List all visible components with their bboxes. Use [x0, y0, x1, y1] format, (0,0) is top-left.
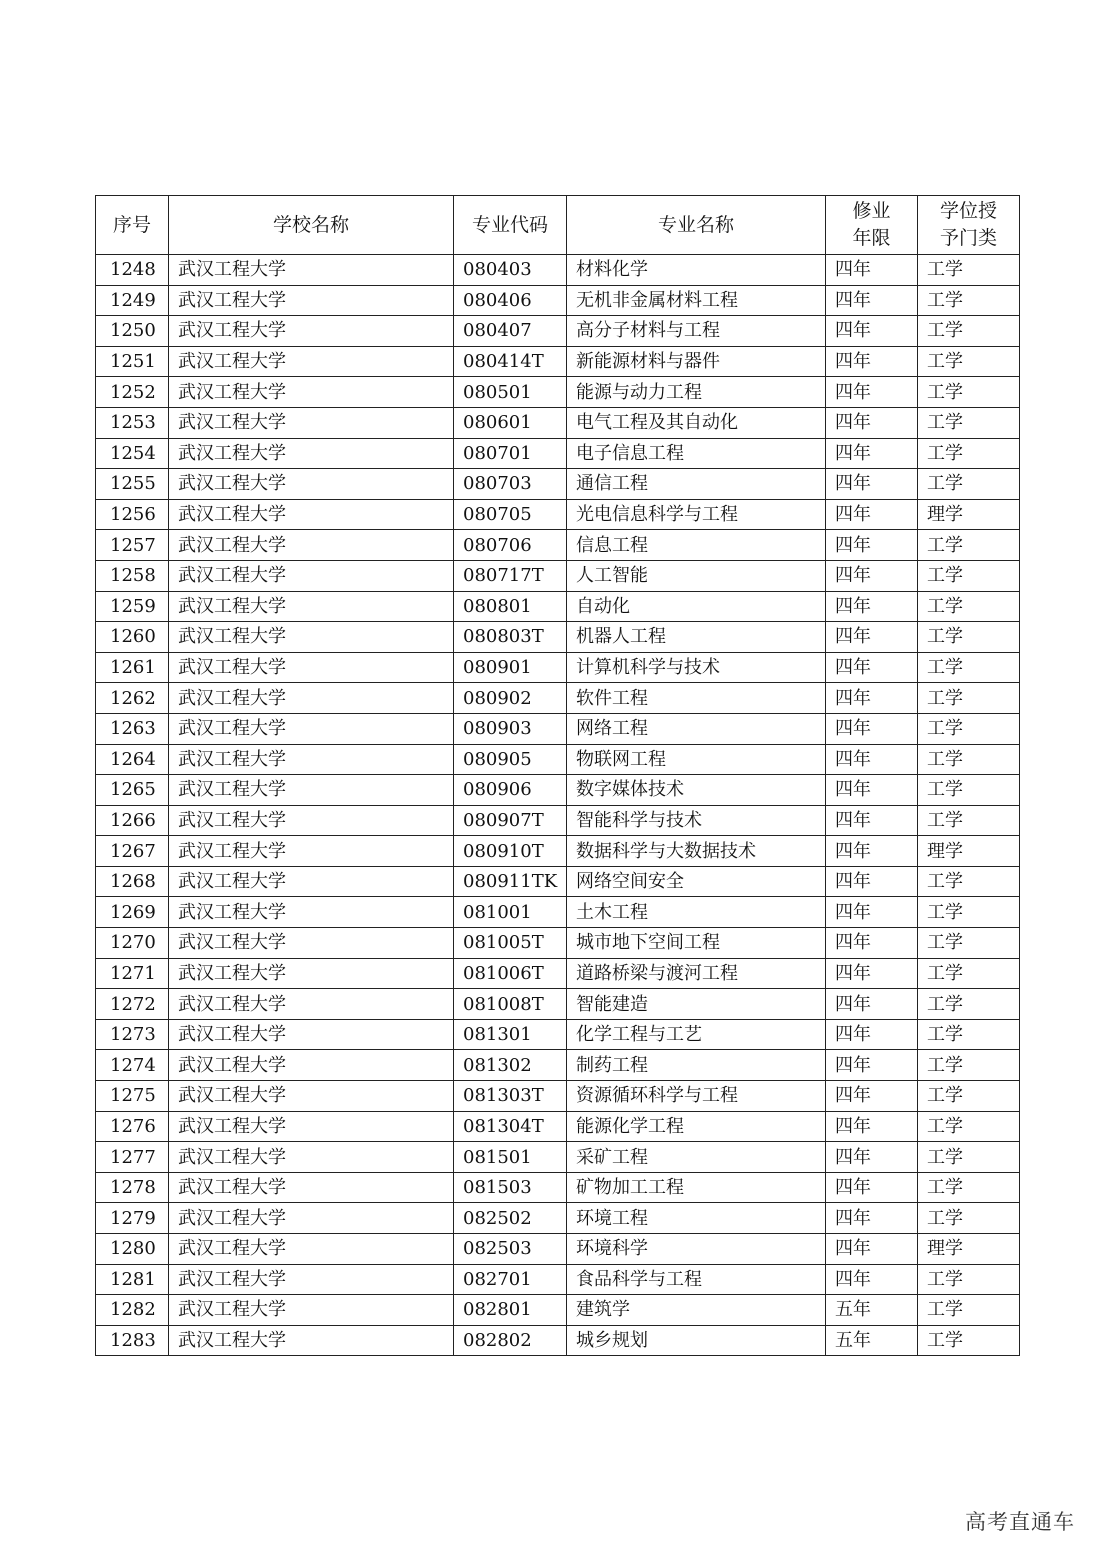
cell-years: 四年: [826, 1111, 918, 1142]
cell-seq: 1260: [96, 622, 169, 653]
cell-school: 武汉工程大学: [169, 530, 454, 561]
cell-degree: 工学: [918, 775, 1020, 806]
cell-school: 武汉工程大学: [169, 1019, 454, 1050]
cell-seq: 1278: [96, 1172, 169, 1203]
cell-years: 四年: [826, 1050, 918, 1081]
cell-major: 网络工程: [567, 713, 826, 744]
cell-degree: 工学: [918, 866, 1020, 897]
cell-seq: 1273: [96, 1019, 169, 1050]
table-row: [96, 1295, 1020, 1326]
watermark-text: 高考直通车: [965, 1510, 1075, 1534]
cell-seq: 1269: [96, 897, 169, 928]
cell-years: 五年: [826, 1325, 918, 1356]
cell-code: 080406: [454, 285, 567, 316]
table-row: [96, 469, 1020, 500]
cell-seq: 1266: [96, 805, 169, 836]
cell-code: 082503: [454, 1234, 567, 1265]
table-row: [96, 438, 1020, 469]
cell-years: 四年: [826, 530, 918, 561]
cell-code: 081503: [454, 1172, 567, 1203]
cell-degree: 工学: [918, 928, 1020, 959]
cell-major: 材料化学: [567, 255, 826, 286]
table-row: [96, 989, 1020, 1020]
cell-school: 武汉工程大学: [169, 469, 454, 500]
cell-school: 武汉工程大学: [169, 1203, 454, 1234]
cell-major: 城乡规划: [567, 1325, 826, 1356]
cell-major: 网络空间安全: [567, 866, 826, 897]
header-code: 专业代码: [454, 196, 567, 255]
cell-school: 武汉工程大学: [169, 897, 454, 928]
cell-school: 武汉工程大学: [169, 744, 454, 775]
table-row: [96, 1172, 1020, 1203]
cell-degree: 工学: [918, 744, 1020, 775]
cell-degree: 工学: [918, 560, 1020, 591]
cell-school: 武汉工程大学: [169, 958, 454, 989]
cell-seq: 1281: [96, 1264, 169, 1295]
cell-years: 四年: [826, 836, 918, 867]
cell-code: 082801: [454, 1295, 567, 1326]
cell-seq: 1274: [96, 1050, 169, 1081]
cell-major: 能源化学工程: [567, 1111, 826, 1142]
cell-degree: 工学: [918, 469, 1020, 500]
cell-years: 五年: [826, 1295, 918, 1326]
cell-major: 道路桥梁与渡河工程: [567, 958, 826, 989]
cell-seq: 1282: [96, 1295, 169, 1326]
cell-school: 武汉工程大学: [169, 1050, 454, 1081]
cell-code: 080902: [454, 683, 567, 714]
cell-major: 数据科学与大数据技术: [567, 836, 826, 867]
cell-degree: 工学: [918, 1111, 1020, 1142]
cell-school: 武汉工程大学: [169, 1081, 454, 1112]
cell-seq: 1261: [96, 652, 169, 683]
cell-major: 城市地下空间工程: [567, 928, 826, 959]
cell-seq: 1283: [96, 1325, 169, 1356]
cell-school: 武汉工程大学: [169, 1295, 454, 1326]
cell-degree: 工学: [918, 407, 1020, 438]
cell-seq: 1258: [96, 560, 169, 591]
cell-degree: 工学: [918, 683, 1020, 714]
header-seq: 序号: [96, 196, 169, 255]
cell-degree: 理学: [918, 499, 1020, 530]
cell-major: 矿物加工工程: [567, 1172, 826, 1203]
cell-school: 武汉工程大学: [169, 255, 454, 286]
cell-code: 080911TK: [454, 866, 567, 897]
table-row: [96, 1081, 1020, 1112]
table-row: [96, 316, 1020, 347]
cell-code: 080801: [454, 591, 567, 622]
cell-major: 智能建造: [567, 989, 826, 1020]
cell-code: 082502: [454, 1203, 567, 1234]
cell-school: 武汉工程大学: [169, 1111, 454, 1142]
table-row: [96, 377, 1020, 408]
cell-major: 能源与动力工程: [567, 377, 826, 408]
table-row: [96, 560, 1020, 591]
table-header-row: [96, 196, 1020, 255]
cell-seq: 1272: [96, 989, 169, 1020]
table-row: [96, 928, 1020, 959]
table-row: [96, 1111, 1020, 1142]
cell-major: 食品科学与工程: [567, 1264, 826, 1295]
cell-years: 四年: [826, 255, 918, 286]
table-row: [96, 255, 1020, 286]
header-years: [826, 196, 918, 255]
cell-degree: 工学: [918, 1142, 1020, 1173]
cell-years: 四年: [826, 469, 918, 500]
table-row: [96, 285, 1020, 316]
cell-school: 武汉工程大学: [169, 1325, 454, 1356]
cell-years: 四年: [826, 1019, 918, 1050]
header-degree-line2: 予门类: [939, 227, 997, 249]
cell-school: 武汉工程大学: [169, 1264, 454, 1295]
cell-years: 四年: [826, 652, 918, 683]
cell-school: 武汉工程大学: [169, 591, 454, 622]
majors-table: [95, 195, 1020, 1356]
table-row: [96, 1050, 1020, 1081]
cell-seq: 1259: [96, 591, 169, 622]
cell-degree: 工学: [918, 1081, 1020, 1112]
cell-major: 数字媒体技术: [567, 775, 826, 806]
cell-school: 武汉工程大学: [169, 622, 454, 653]
cell-code: 081001: [454, 897, 567, 928]
cell-years: 四年: [826, 438, 918, 469]
cell-years: 四年: [826, 989, 918, 1020]
cell-major: 机器人工程: [567, 622, 826, 653]
cell-school: 武汉工程大学: [169, 805, 454, 836]
cell-code: 081302: [454, 1050, 567, 1081]
table-row: [96, 1264, 1020, 1295]
cell-degree: 理学: [918, 1234, 1020, 1265]
cell-code: 080601: [454, 407, 567, 438]
cell-code: 081006T: [454, 958, 567, 989]
cell-code: 080407: [454, 316, 567, 347]
cell-years: 四年: [826, 285, 918, 316]
cell-years: 四年: [826, 897, 918, 928]
cell-degree: 工学: [918, 438, 1020, 469]
header-major: 专业名称: [567, 196, 826, 255]
cell-major: 环境工程: [567, 1203, 826, 1234]
cell-years: 四年: [826, 591, 918, 622]
cell-school: 武汉工程大学: [169, 713, 454, 744]
table-row: [96, 866, 1020, 897]
cell-years: 四年: [826, 316, 918, 347]
cell-seq: 1276: [96, 1111, 169, 1142]
cell-code: 081005T: [454, 928, 567, 959]
cell-degree: 理学: [918, 836, 1020, 867]
cell-seq: 1265: [96, 775, 169, 806]
cell-degree: 工学: [918, 255, 1020, 286]
cell-major: 智能科学与技术: [567, 805, 826, 836]
cell-code: 080907T: [454, 805, 567, 836]
cell-school: 武汉工程大学: [169, 438, 454, 469]
cell-school: 武汉工程大学: [169, 1172, 454, 1203]
cell-seq: 1249: [96, 285, 169, 316]
cell-school: 武汉工程大学: [169, 316, 454, 347]
header-degree: [918, 196, 1020, 255]
cell-degree: 工学: [918, 285, 1020, 316]
cell-school: 武汉工程大学: [169, 836, 454, 867]
cell-code: 080901: [454, 652, 567, 683]
cell-code: 080803T: [454, 622, 567, 653]
cell-code: 080910T: [454, 836, 567, 867]
cell-school: 武汉工程大学: [169, 560, 454, 591]
cell-seq: 1263: [96, 713, 169, 744]
cell-code: 080905: [454, 744, 567, 775]
cell-degree: 工学: [918, 1203, 1020, 1234]
cell-degree: 工学: [918, 713, 1020, 744]
cell-school: 武汉工程大学: [169, 683, 454, 714]
table-row: [96, 1019, 1020, 1050]
cell-degree: 工学: [918, 1172, 1020, 1203]
cell-seq: 1248: [96, 255, 169, 286]
cell-code: 080501: [454, 377, 567, 408]
cell-seq: 1279: [96, 1203, 169, 1234]
cell-seq: 1252: [96, 377, 169, 408]
cell-seq: 1264: [96, 744, 169, 775]
cell-major: 计算机科学与技术: [567, 652, 826, 683]
cell-degree: 工学: [918, 1019, 1020, 1050]
table-row: [96, 346, 1020, 377]
cell-degree: 工学: [918, 316, 1020, 347]
majors-table-container: [95, 195, 1019, 1356]
cell-major: 建筑学: [567, 1295, 826, 1326]
cell-seq: 1275: [96, 1081, 169, 1112]
cell-degree: 工学: [918, 377, 1020, 408]
cell-major: 制药工程: [567, 1050, 826, 1081]
cell-school: 武汉工程大学: [169, 652, 454, 683]
cell-seq: 1280: [96, 1234, 169, 1265]
cell-code: 080414T: [454, 346, 567, 377]
cell-major: 通信工程: [567, 469, 826, 500]
cell-code: 080906: [454, 775, 567, 806]
cell-school: 武汉工程大学: [169, 775, 454, 806]
cell-seq: 1267: [96, 836, 169, 867]
cell-major: 软件工程: [567, 683, 826, 714]
cell-major: 采矿工程: [567, 1142, 826, 1173]
cell-code: 080705: [454, 499, 567, 530]
cell-seq: 1270: [96, 928, 169, 959]
cell-years: 四年: [826, 499, 918, 530]
cell-major: 人工智能: [567, 560, 826, 591]
cell-degree: 工学: [918, 622, 1020, 653]
cell-major: 信息工程: [567, 530, 826, 561]
cell-school: 武汉工程大学: [169, 285, 454, 316]
table-row: [96, 683, 1020, 714]
header-school: 学校名称: [169, 196, 454, 255]
cell-years: 四年: [826, 346, 918, 377]
cell-years: 四年: [826, 866, 918, 897]
cell-degree: 工学: [918, 530, 1020, 561]
cell-years: 四年: [826, 744, 918, 775]
cell-school: 武汉工程大学: [169, 407, 454, 438]
cell-years: 四年: [826, 683, 918, 714]
cell-code: 081501: [454, 1142, 567, 1173]
table-row: [96, 836, 1020, 867]
cell-major: 高分子材料与工程: [567, 316, 826, 347]
cell-years: 四年: [826, 1264, 918, 1295]
cell-major: 自动化: [567, 591, 826, 622]
cell-years: 四年: [826, 805, 918, 836]
cell-major: 新能源材料与器件: [567, 346, 826, 377]
cell-seq: 1254: [96, 438, 169, 469]
cell-years: 四年: [826, 1172, 918, 1203]
cell-years: 四年: [826, 1142, 918, 1173]
cell-seq: 1271: [96, 958, 169, 989]
table-row: [96, 1325, 1020, 1356]
cell-degree: 工学: [918, 989, 1020, 1020]
cell-major: 物联网工程: [567, 744, 826, 775]
cell-years: 四年: [826, 775, 918, 806]
cell-code: 080717T: [454, 560, 567, 591]
cell-degree: 工学: [918, 805, 1020, 836]
table-row: [96, 652, 1020, 683]
cell-seq: 1251: [96, 346, 169, 377]
cell-years: 四年: [826, 958, 918, 989]
cell-degree: 工学: [918, 958, 1020, 989]
cell-school: 武汉工程大学: [169, 866, 454, 897]
cell-major: 资源循环科学与工程: [567, 1081, 826, 1112]
cell-years: 四年: [826, 377, 918, 408]
cell-seq: 1255: [96, 469, 169, 500]
cell-major: 环境科学: [567, 1234, 826, 1265]
table-row: [96, 713, 1020, 744]
cell-degree: 工学: [918, 1325, 1020, 1356]
cell-major: 光电信息科学与工程: [567, 499, 826, 530]
header-degree-line1: 学位授: [939, 200, 997, 222]
table-row: [96, 499, 1020, 530]
cell-major: 电气工程及其自动化: [567, 407, 826, 438]
cell-code: 081301: [454, 1019, 567, 1050]
cell-years: 四年: [826, 928, 918, 959]
header-years-line2: 年限: [852, 227, 891, 249]
cell-years: 四年: [826, 1081, 918, 1112]
cell-major: 无机非金属材料工程: [567, 285, 826, 316]
cell-code: 081008T: [454, 989, 567, 1020]
cell-degree: 工学: [918, 652, 1020, 683]
table-row: [96, 744, 1020, 775]
cell-code: 080903: [454, 713, 567, 744]
cell-seq: 1250: [96, 316, 169, 347]
cell-school: 武汉工程大学: [169, 989, 454, 1020]
cell-years: 四年: [826, 1234, 918, 1265]
table-body: [96, 255, 1020, 1356]
table-row: [96, 407, 1020, 438]
cell-school: 武汉工程大学: [169, 1142, 454, 1173]
table-row: [96, 1203, 1020, 1234]
table-row: [96, 622, 1020, 653]
cell-degree: 工学: [918, 1295, 1020, 1326]
cell-school: 武汉工程大学: [169, 499, 454, 530]
table-row: [96, 530, 1020, 561]
cell-code: 080403: [454, 255, 567, 286]
cell-code: 080701: [454, 438, 567, 469]
table-row: [96, 958, 1020, 989]
cell-code: 080706: [454, 530, 567, 561]
cell-code: 081304T: [454, 1111, 567, 1142]
cell-seq: 1268: [96, 866, 169, 897]
cell-school: 武汉工程大学: [169, 928, 454, 959]
cell-degree: 工学: [918, 346, 1020, 377]
cell-code: 082802: [454, 1325, 567, 1356]
cell-seq: 1277: [96, 1142, 169, 1173]
cell-school: 武汉工程大学: [169, 1234, 454, 1265]
cell-years: 四年: [826, 622, 918, 653]
cell-years: 四年: [826, 407, 918, 438]
table-row: [96, 897, 1020, 928]
cell-seq: 1253: [96, 407, 169, 438]
cell-degree: 工学: [918, 1264, 1020, 1295]
cell-degree: 工学: [918, 897, 1020, 928]
table-row: [96, 591, 1020, 622]
table-row: [96, 775, 1020, 806]
table-row: [96, 805, 1020, 836]
cell-years: 四年: [826, 713, 918, 744]
table-row: [96, 1234, 1020, 1265]
cell-seq: 1257: [96, 530, 169, 561]
cell-years: 四年: [826, 560, 918, 591]
table-row: [96, 1142, 1020, 1173]
cell-degree: 工学: [918, 591, 1020, 622]
cell-seq: 1256: [96, 499, 169, 530]
cell-code: 082701: [454, 1264, 567, 1295]
cell-major: 化学工程与工艺: [567, 1019, 826, 1050]
cell-degree: 工学: [918, 1050, 1020, 1081]
cell-code: 081303T: [454, 1081, 567, 1112]
cell-school: 武汉工程大学: [169, 377, 454, 408]
cell-years: 四年: [826, 1203, 918, 1234]
cell-major: 土木工程: [567, 897, 826, 928]
cell-code: 080703: [454, 469, 567, 500]
cell-major: 电子信息工程: [567, 438, 826, 469]
cell-school: 武汉工程大学: [169, 346, 454, 377]
cell-seq: 1262: [96, 683, 169, 714]
header-years-line1: 修业: [852, 200, 891, 222]
